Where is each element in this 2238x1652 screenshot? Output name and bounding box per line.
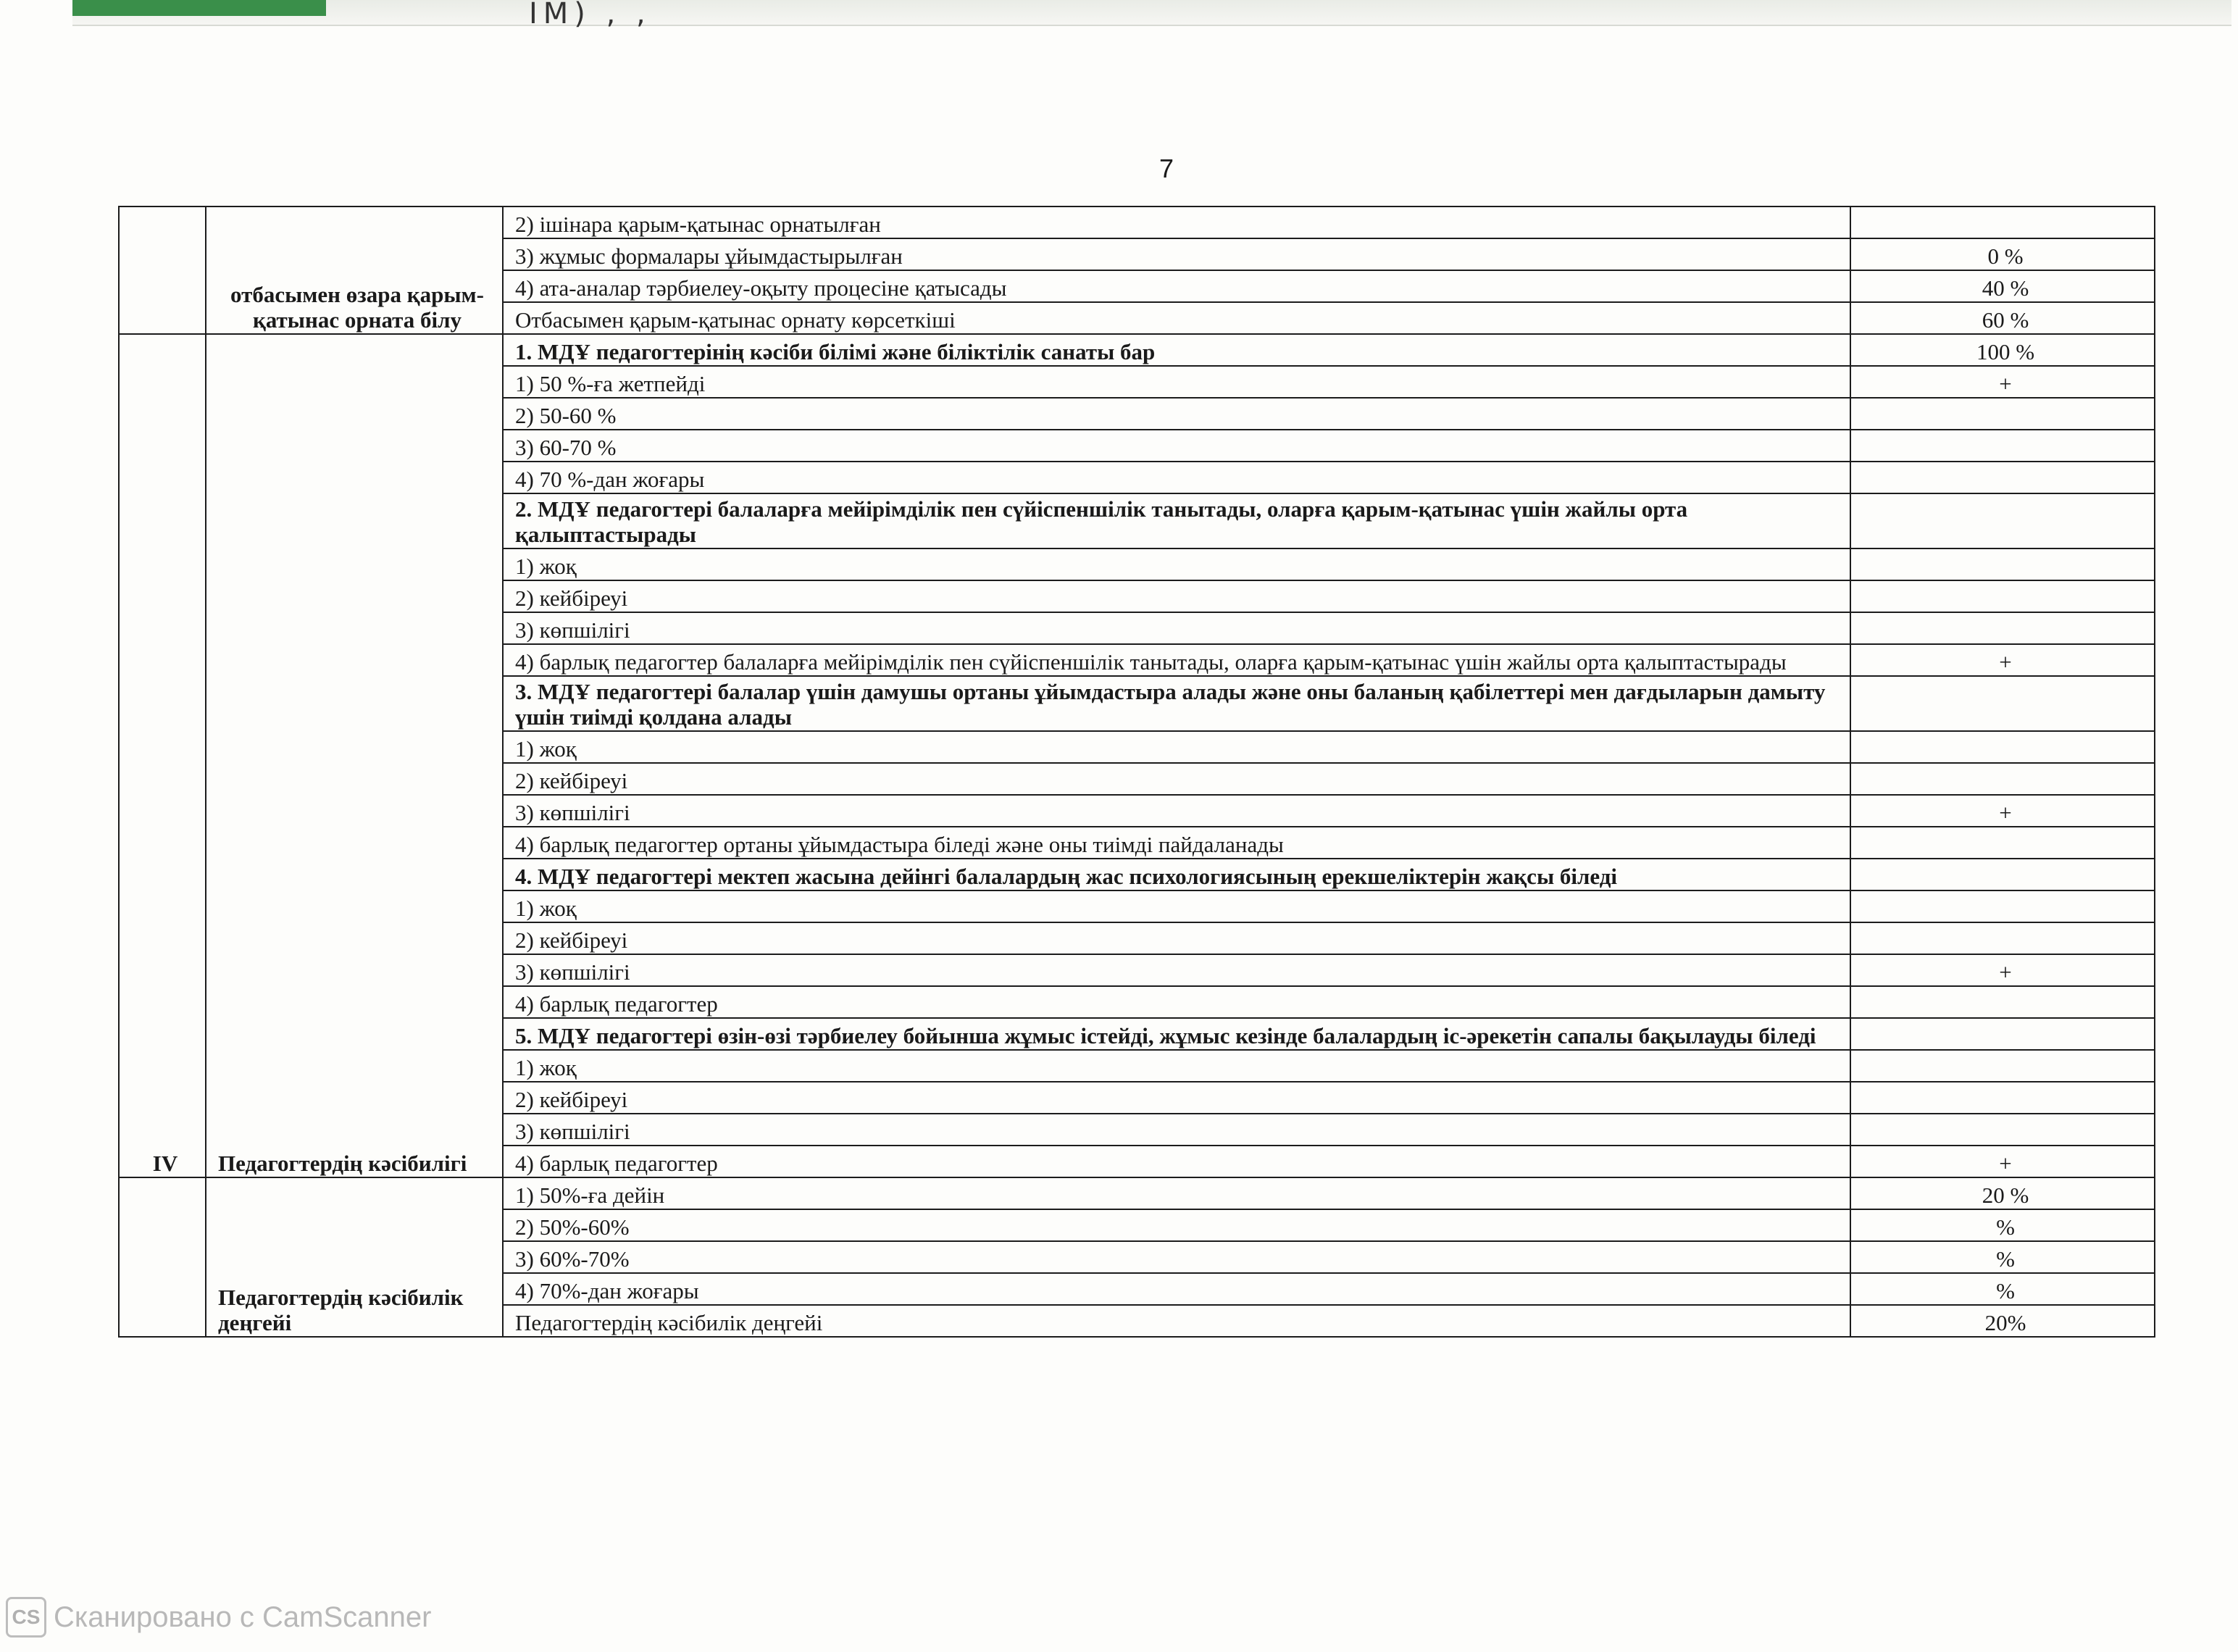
criterion-text: 1) 50%-ға дейін: [503, 1177, 1850, 1209]
criterion-value: [1850, 580, 2155, 612]
criterion-value: [1850, 731, 2155, 763]
criterion-text: 1) жоқ: [503, 890, 1850, 922]
table-row: [119, 1177, 2155, 1209]
criterion-value: [1850, 859, 2155, 890]
criterion-text: 2) кейбіреуі: [503, 763, 1850, 795]
criterion-value: [1850, 986, 2155, 1018]
section-title: отбасымен өзара қарым-қатынас орната білу: [206, 206, 503, 334]
criterion-value: [1850, 890, 2155, 922]
criterion-text: 3) 60%-70%: [503, 1241, 1850, 1273]
camscanner-icon: CS: [6, 1597, 46, 1638]
table-row: [119, 206, 2155, 238]
criterion-text: 4) барлық педагогтер: [503, 986, 1850, 1018]
criterion-value: %: [1850, 1241, 2155, 1273]
criterion-text: 3) көпшілігі: [503, 795, 1850, 827]
criterion-value: 20%: [1850, 1305, 2155, 1337]
criterion-value: [1850, 1018, 2155, 1050]
criterion-value: 20 %: [1850, 1177, 2155, 1209]
criterion-value: 40 %: [1850, 270, 2155, 302]
criterion-text: 1) жоқ: [503, 548, 1850, 580]
criterion-value: [1850, 206, 2155, 238]
criterion-value: %: [1850, 1209, 2155, 1241]
scrawl: ІМ) , ,: [529, 0, 651, 30]
criterion-text: 4) 70%-дан жоғары: [503, 1273, 1850, 1305]
criterion-value: +: [1850, 1146, 2155, 1177]
section-number: IV: [119, 334, 206, 1177]
criterion-text: 2) 50%-60%: [503, 1209, 1850, 1241]
top-photo-strip: [72, 0, 2231, 30]
criterion-text: 1. МДҰ педагогтерінің кәсіби білімі және біліктілік санаты бар: [503, 334, 1850, 366]
section-title: Педагогтердің кәсібилігі: [206, 334, 503, 1177]
green-edge: [72, 0, 326, 16]
criterion-text: 2. МДҰ педагогтері балаларға мейірімділік пен сүйіспеншілік танытады, оларға қарым-қатынас үшін жайлы орта қалыптастырады: [503, 493, 1850, 548]
criterion-value: [1850, 1050, 2155, 1082]
criterion-value: [1850, 493, 2155, 548]
criterion-text: 4) барлық педагогтер балаларға мейірімділік пен сүйіспеншілік танытады, оларға қарым-қатынас үшін жайлы орта қалыптастырады: [503, 644, 1850, 676]
section-number: [119, 206, 206, 334]
criteria-table: [118, 206, 2155, 1338]
criterion-value: [1850, 763, 2155, 795]
criterion-text: 2) кейбіреуі: [503, 922, 1850, 954]
watermark-text: Сканировано с CamScanner: [54, 1601, 432, 1633]
section-title: Педагогтердің кәсібилік деңгейі: [206, 1177, 503, 1337]
criterion-value: [1850, 827, 2155, 859]
criterion-text: 3) 60-70 %: [503, 430, 1850, 462]
criterion-text: 4) барлық педагогтер ортаны ұйымдастыра біледі және оны тиімді пайдаланады: [503, 827, 1850, 859]
criterion-value: +: [1850, 795, 2155, 827]
criterion-value: [1850, 1114, 2155, 1146]
criterion-value: %: [1850, 1273, 2155, 1305]
criterion-text: 2) 50-60 %: [503, 398, 1850, 430]
criterion-text: 3) жұмыс формалары ұйымдастырылған: [503, 238, 1850, 270]
criterion-value: +: [1850, 366, 2155, 398]
criterion-text: 1) жоқ: [503, 1050, 1850, 1082]
section-number: [119, 1177, 206, 1337]
criterion-value: [1850, 612, 2155, 644]
page-number: 7: [1159, 154, 1174, 183]
criterion-text: 3) көпшілігі: [503, 954, 1850, 986]
criterion-value: [1850, 922, 2155, 954]
criterion-text: 3) көпшілігі: [503, 1114, 1850, 1146]
criterion-value: [1850, 676, 2155, 731]
criterion-value: 60 %: [1850, 302, 2155, 334]
camscanner-watermark: [6, 1597, 431, 1638]
criterion-text: 4) 70 %-дан жоғары: [503, 462, 1850, 493]
criterion-text: 2) кейбіреуі: [503, 1082, 1850, 1114]
criterion-value: +: [1850, 954, 2155, 986]
criterion-value: [1850, 398, 2155, 430]
criterion-text: 3. МДҰ педагогтері балалар үшін дамушы ортаны ұйымдастыра алады және оны баланың қабілеттері мен дағдыларын дамыту үшін тиімді қолдана алады: [503, 676, 1850, 731]
criterion-text: Педагогтердің кәсібилік деңгейі: [503, 1305, 1850, 1337]
criterion-value: +: [1850, 644, 2155, 676]
criterion-text: 5. МДҰ педагогтері өзін-өзі тәрбиелеу бойынша жұмыс істейді, жұмыс кезінде балалардың іс-әрекетін сапалы бақылауды біледі: [503, 1018, 1850, 1050]
criterion-text: 4) ата-аналар тәрбиелеу-оқыту процесіне қатысады: [503, 270, 1850, 302]
criterion-text: 4) барлық педагогтер: [503, 1146, 1850, 1177]
criterion-text: 2) кейбіреуі: [503, 580, 1850, 612]
criterion-text: 1) 50 %-ға жетпейді: [503, 366, 1850, 398]
criterion-value: [1850, 462, 2155, 493]
criterion-text: Отбасымен қарым-қатынас орнату көрсеткіші: [503, 302, 1850, 334]
criterion-text: 1) жоқ: [503, 731, 1850, 763]
criterion-text: 4. МДҰ педагогтері мектеп жасына дейінгі балалардың жас психологиясының ерекшеліктерін жақсы біледі: [503, 859, 1850, 890]
criterion-text: 2) ішінара қарым-қатынас орнатылған: [503, 206, 1850, 238]
criterion-text: 3) көпшілігі: [503, 612, 1850, 644]
criterion-value: [1850, 548, 2155, 580]
criterion-value: 0 %: [1850, 238, 2155, 270]
criterion-value: [1850, 430, 2155, 462]
criterion-value: [1850, 1082, 2155, 1114]
table-row: [119, 334, 2155, 366]
criterion-value: 100 %: [1850, 334, 2155, 366]
